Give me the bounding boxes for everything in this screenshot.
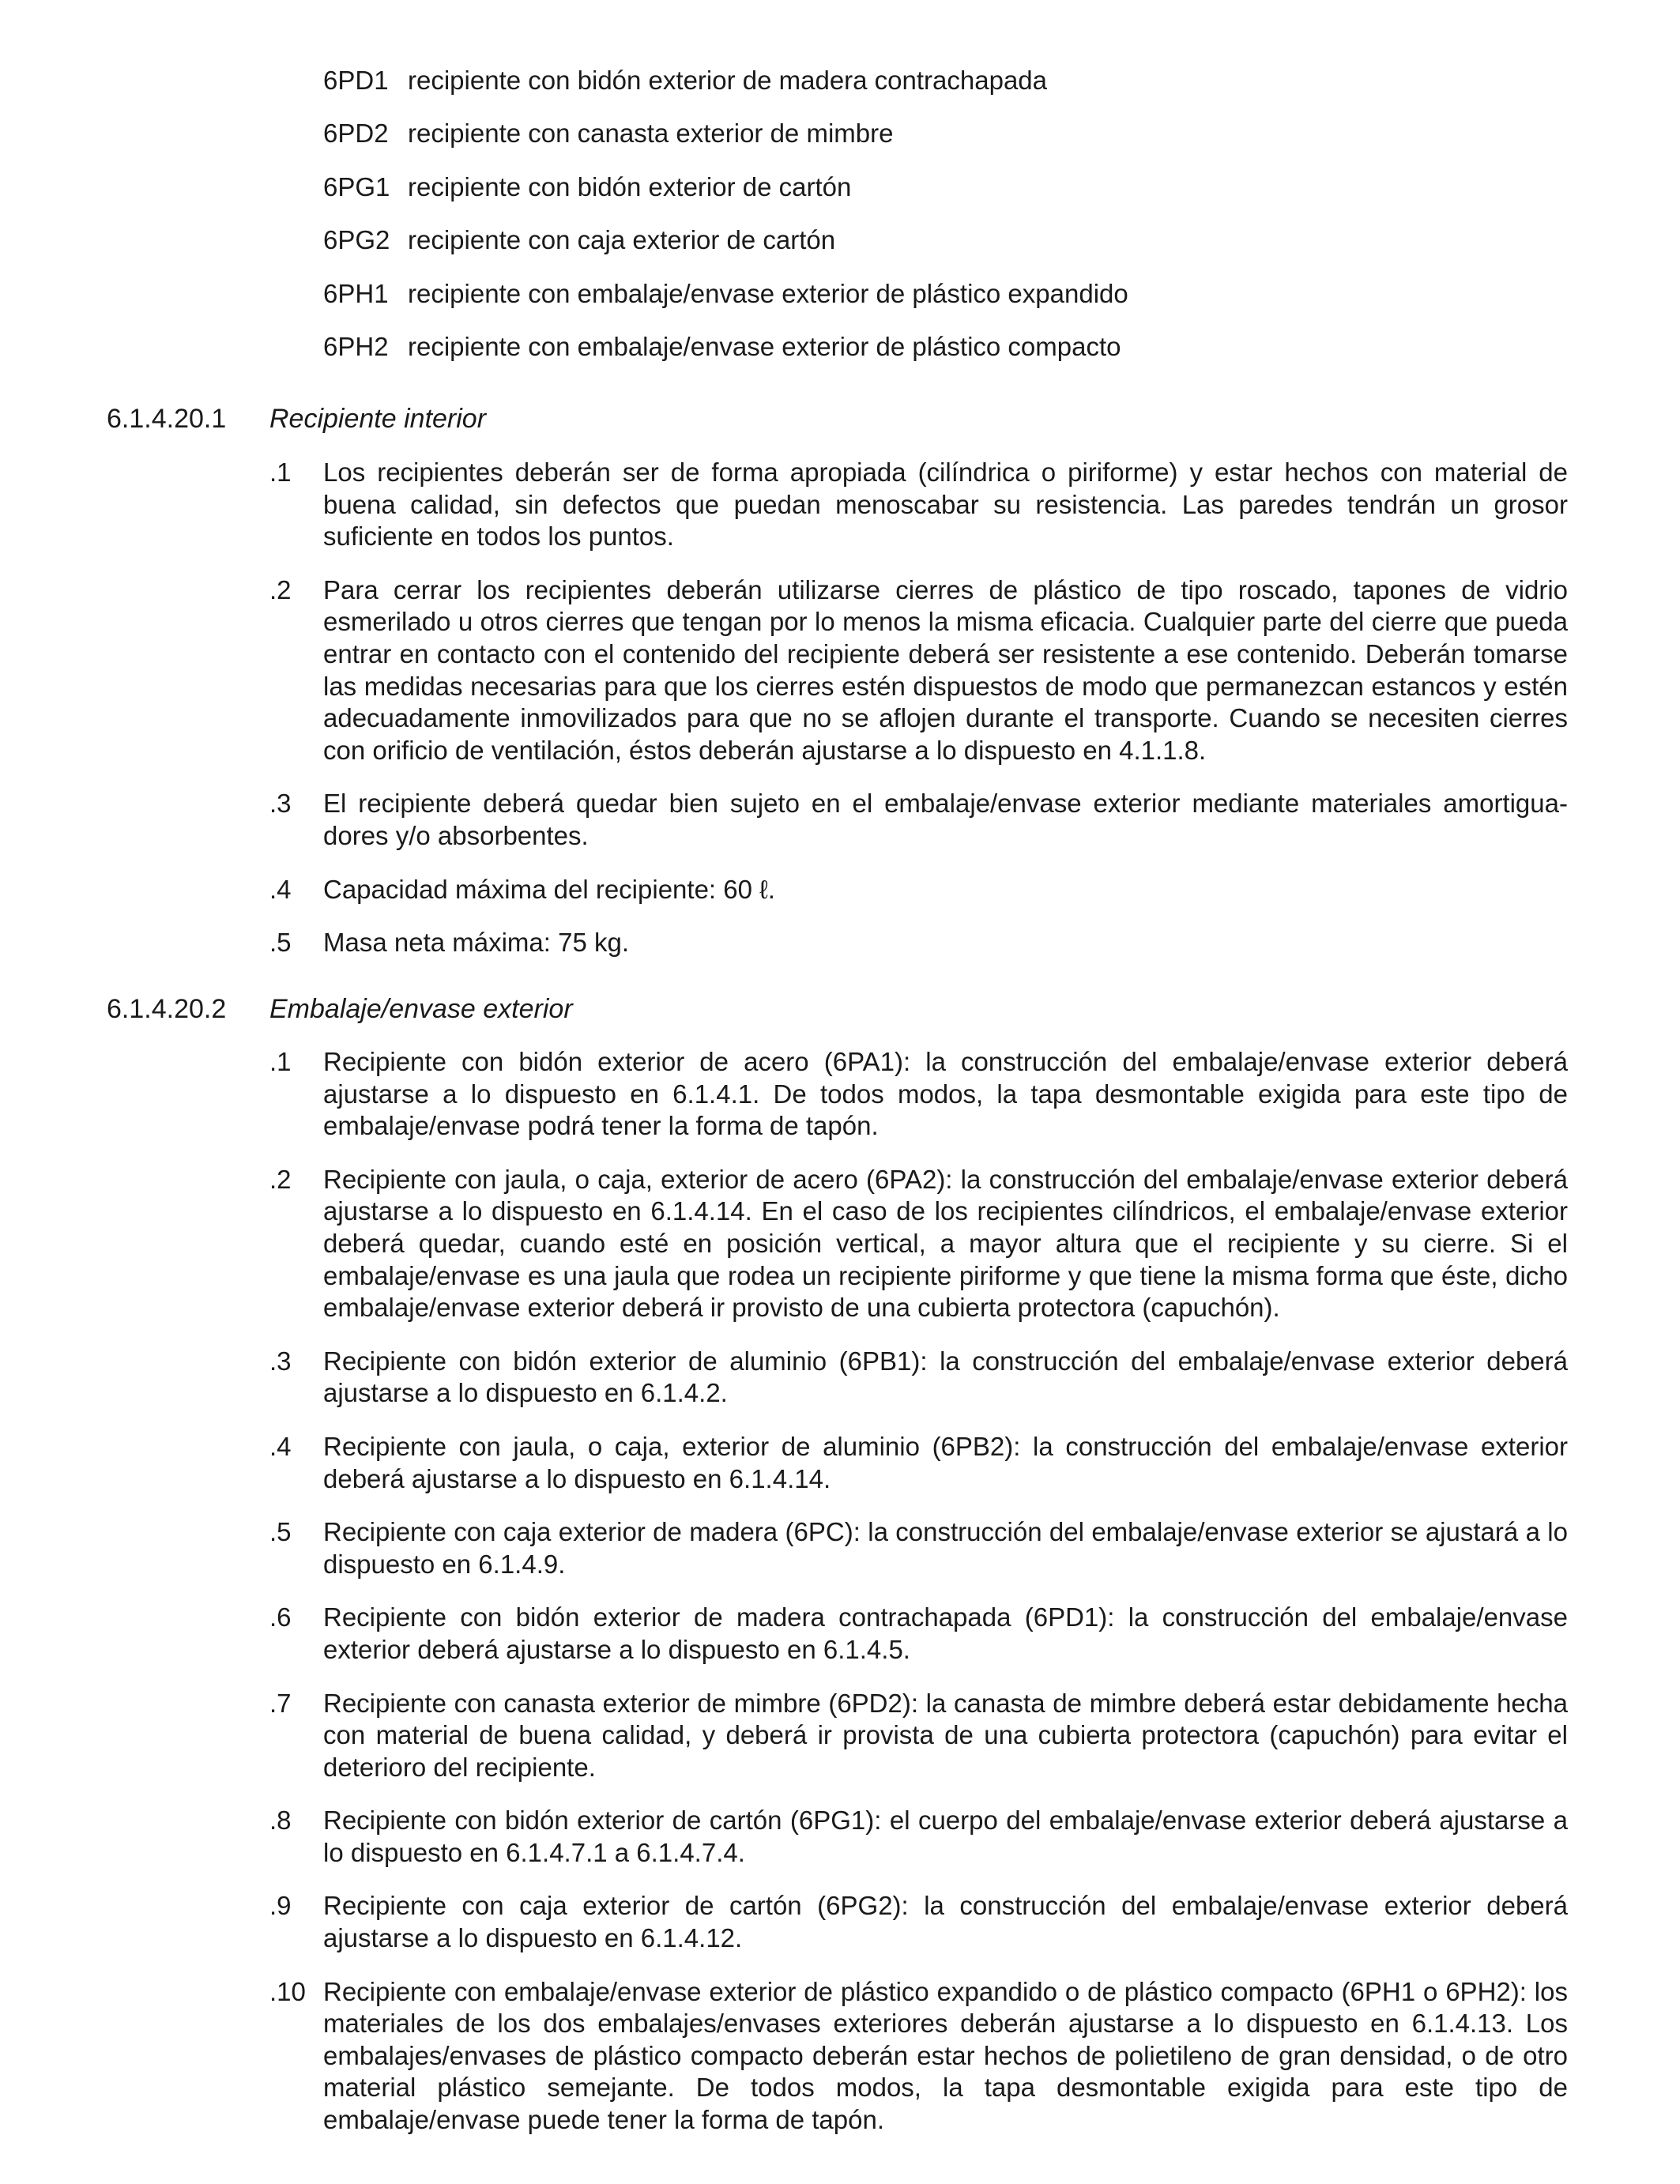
item-text: Recipiente con bidón exterior de cartón (6PG1): el cuerpo del embalaje/envase exterior deberá ajustarse a lo dispuesto en 6.1.4.7.1 a 6.1.4.7.4. (323, 1806, 1568, 1867)
item-number: .1 (269, 1047, 292, 1076)
item-text: Para cerrar los recipientes deberán utilizarse cierres de plástico de tipo roscado, tapones de vidrio esmerilado u otros cierres que tengan por lo menos la misma eficacia. Cualquier parte del cierre que pueda entrar en contacto con el contenido del recipiente deberá ser resistente a ese contenido. Deberán tomarse las medidas necesarias para que los cierres estén dispuestos de modo que permanezcan estancos y estén adecuadamente inmovilizados para que no se aflojen durante el transporte. Cuando se necesiten cierres con orificio de ventilación, éstos deberán ajustarse a lo dispuesto en 4.1.1.8. (323, 574, 1568, 765)
section-title: Recipiente interior (269, 404, 487, 434)
code-label: 6PH1 (323, 278, 389, 308)
list-item (269, 1516, 1569, 1580)
section-heading (107, 403, 1569, 435)
code-list-item (323, 224, 1588, 277)
section-title: Embalaje/envase exterior (269, 994, 573, 1024)
item-number: .5 (269, 1517, 292, 1547)
list-item (269, 1688, 1569, 1784)
packaging-code-list (323, 65, 1588, 384)
item-number: .4 (269, 1431, 292, 1461)
item-text: Recipiente con bidón exterior de madera contrachapada (6PD1): la construcción del embalaje/envase exterior deberá ajustarse a lo dispuesto en 6.1.4.5. (323, 1602, 1568, 1664)
item-text: Recipiente con bidón exterior de acero (6PA1): la construcción del embalaje/envase exterior deberá ajustarse a lo dispuesto en 6.1.4.1. De todos modos, la tapa desmontable exigida para este tipo de embalaje/envase podrá tener la forma de tapón. (323, 1047, 1568, 1141)
code-label: 6PH2 (323, 331, 389, 361)
item-number: .4 (269, 874, 292, 904)
list-item (269, 574, 1569, 767)
item-text: Recipiente con jaula, o caja, exterior de acero (6PA2): la construcción del embalaje/envase exterior deberá ajustarse a lo dispuesto en 6.1.4.14. En el caso de los recipientes cilíndricos, el embalaje/envase exterior deberá quedar, cuando esté en posición vertical, a mayor altura que el recipiente y su cierre. Si el embalaje/envase es una jaula que rodea un recipiente piriforme y que tiene la misma forma que éste, dicho embalaje/envase exterior deberá ir provisto de una cubierta protectora (capuchón). (323, 1164, 1568, 1323)
section-heading (107, 993, 1569, 1025)
item-number: .10 (269, 1976, 306, 2006)
item-text: El recipiente deberá quedar bien sujeto en el embalaje/envase exterior mediante materiales amortiguadores y/o absorbentes. (323, 789, 1568, 850)
list-item (269, 457, 1569, 553)
list-item (269, 1346, 1569, 1410)
section-recipiente-interior (107, 403, 1569, 959)
list-item (269, 1046, 1569, 1143)
code-list-item (323, 118, 1588, 171)
code-label: 6PD1 (323, 66, 389, 95)
item-number: .2 (269, 1164, 292, 1194)
item-number: .1 (269, 458, 292, 487)
item-number: .9 (269, 1891, 292, 1921)
list-item (269, 1602, 1569, 1666)
list-item (269, 1164, 1569, 1324)
list-item (269, 1976, 1569, 2137)
item-number: .2 (269, 574, 292, 604)
code-description: recipiente con embalaje/envase exterior de plástico expandido (408, 278, 1128, 308)
item-text: Recipiente con canasta exterior de mimbre (6PD2): la canasta de mimbre deberá estar debidamente hecha con material de buena calidad, y deberá ir provista de una cubierta protectora (capuchón) para evitar el deterioro del recipiente. (323, 1688, 1568, 1782)
code-list-item (323, 278, 1588, 331)
code-label: 6PG2 (323, 225, 390, 255)
code-description: recipiente con caja exterior de cartón (408, 225, 836, 255)
item-number: .5 (269, 928, 292, 958)
section-number: 6.1.4.20.2 (107, 994, 227, 1024)
item-number: .3 (269, 789, 292, 819)
code-description: recipiente con embalaje/envase exterior de plástico compacto (408, 331, 1121, 361)
list-item (269, 1805, 1569, 1869)
list-item (269, 788, 1569, 852)
code-description: recipiente con bidón exterior de cartón (408, 171, 852, 201)
section-embalaje-exterior (107, 993, 1569, 2137)
code-list-item (323, 65, 1588, 118)
item-text: Los recipientes deberán ser de forma apropiada (cilíndrica o piriforme) y estar hechos con material de buena calidad, sin defectos que puedan menoscabar su resistencia. Las paredes tendrán un grosor suficiente en todos los puntos. (323, 458, 1568, 552)
list-item (269, 874, 1569, 906)
item-number: .8 (269, 1806, 292, 1836)
item-text: Recipiente con bidón exterior de aluminio (6PB1): la construcción del embalaje/envase exterior deberá ajustarse a lo dispuesto en 6.1.4.2. (323, 1346, 1568, 1408)
item-text: Recipiente con caja exterior de cartón (6PG2): la construcción del embalaje/envase exterior deberá ajustarse a lo dispuesto en 6.1.4.12. (323, 1891, 1568, 1953)
item-number: .7 (269, 1688, 292, 1718)
item-text: Recipiente con caja exterior de madera (6PC): la construcción del embalaje/envase exterior se ajustará a lo dispuesto en 6.1.4.9. (323, 1517, 1568, 1579)
code-label: 6PG1 (323, 171, 390, 201)
list-item (269, 1890, 1569, 1954)
code-description: recipiente con canasta exterior de mimbre (408, 119, 894, 149)
code-list-item (323, 331, 1588, 384)
list-item (269, 1431, 1569, 1495)
item-text: Recipiente con jaula, o caja, exterior de aluminio (6PB2): la construcción del embalaje/envase exterior deberá ajustarse a lo dispuesto en 6.1.4.14. (323, 1431, 1568, 1493)
item-number: .6 (269, 1602, 292, 1632)
item-text: Recipiente con embalaje/envase exterior de plástico expandido o de plástico compacto (6PH1 o 6PH2): los materiales de los dos embalajes/envases exteriores deberán ajustarse a lo dispuesto en 6.1.4.13. Los embalajes/envases de plástico compacto deberán estar hechos de polietileno de gran densidad, o de otro material plástico semejante. De todos modos, la tapa desmontable exigida para este tipo de embalaje/envase puede tener la forma de tapón. (323, 1976, 1568, 2135)
item-text: Masa neta máxima: 75 kg. (323, 928, 630, 958)
code-description: recipiente con bidón exterior de madera contrachapada (408, 66, 1048, 95)
section-number: 6.1.4.20.1 (107, 404, 227, 434)
list-item (269, 927, 1569, 959)
code-list-item (323, 171, 1588, 224)
item-number: .3 (269, 1346, 292, 1376)
code-label: 6PD2 (323, 119, 389, 149)
item-text: Capacidad máxima del recipiente: 60 ℓ. (323, 874, 775, 904)
